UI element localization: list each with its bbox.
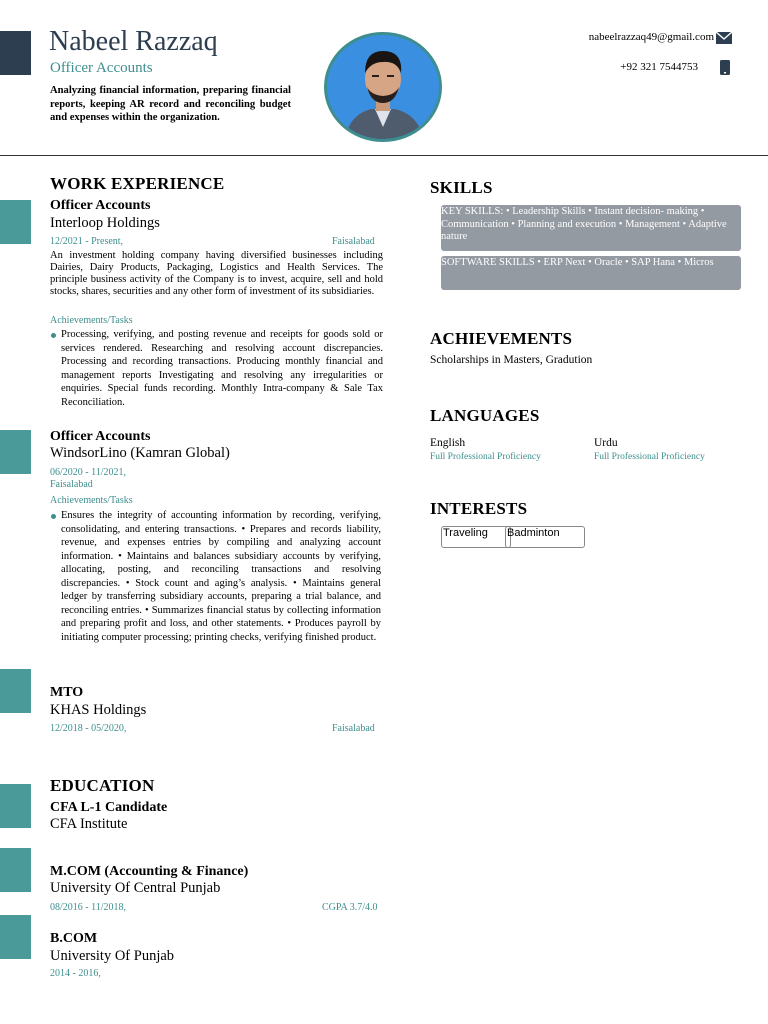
language-name: Urdu: [594, 437, 618, 449]
education-accent-block: [0, 848, 31, 892]
job-accent-block: [0, 200, 31, 244]
job-tasks: Processing, verifying, and posting revenue and receipts for goods sold or services rendered. Researching and resolving account discrepancies. Processing and recording transactions. Producing monthly financial and management reports Investigating and resolving any irregularities or enquiries. Special funds recording. Monthly Intra-company & Sale Tax Reconciliation.: [61, 329, 383, 408]
mobile-phone-icon: [720, 60, 730, 75]
job-title: Officer Accounts: [50, 429, 151, 444]
education-dates: 2014 - 2016,: [50, 968, 101, 979]
interests-heading: INTERESTS: [430, 499, 528, 518]
interest-tag: Badminton: [505, 526, 585, 548]
language-level: Full Professional Proficiency: [594, 452, 705, 462]
profile-summary: Analyzing financial information, preparing financial reports, keeping AR record and reconciling budget and expenses within the organization.: [50, 85, 291, 123]
skills-heading: SKILLS: [430, 178, 493, 197]
work-experience-heading: WORK EXPERIENCE: [50, 174, 225, 193]
contact-phone[interactable]: +92 321 7544753: [620, 61, 698, 73]
education-school: University Of Central Punjab: [50, 880, 221, 896]
interest-tag: Traveling: [441, 526, 511, 548]
key-skills-text: KEY SKILLS: • Leadership Skills • Instant decision- making • Communication • Planning and execution • Management • Adaptive nature: [441, 206, 727, 242]
job-company: WindsorLino (Kamran Global): [50, 445, 230, 461]
education-accent-block: [0, 784, 31, 828]
header-divider: [0, 155, 768, 156]
education-school: University Of Punjab: [50, 948, 175, 964]
job-dates: 06/2020 - 11/2021,: [50, 467, 127, 478]
job-dates: 12/2021 - Present,: [50, 236, 124, 247]
header-accent-block: [0, 31, 31, 75]
education-dates: 08/2016 - 11/2018,: [50, 902, 127, 913]
education-degree: B.COM: [50, 931, 98, 946]
tasks-label: Achievements/Tasks: [50, 315, 133, 326]
job-tasks: Ensures the integrity of accounting information by recording, verifying, consolidating, and entering transactions. • Prepares and records liability, revenue, and expenses entries by compiling and analyzing account information. • Maintains and balances subsidiary accounts by verifying, allocating, posting, and reconciling transactions and resolving discrepancies. • Stock count and aging’s analysis. • Maintains general ledger by transferring subsidiary accounts, preparing a trial balance, and reconciling entries. • Summarizes financial status by collecting information and preparing profit and loss, and other statements. • Produces payroll by initiating computer processing; printing checks, verifying finished product.: [61, 510, 381, 643]
languages-heading: LANGUAGES: [430, 406, 540, 425]
job-location: Faisalabad: [332, 723, 375, 734]
bullet-dot: [51, 333, 56, 338]
education-heading: EDUCATION: [50, 776, 155, 795]
job-company: KHAS Holdings: [50, 702, 147, 718]
education-degree: CFA L-1 Candidate: [50, 800, 168, 815]
education-school: CFA Institute: [50, 816, 128, 832]
language-level: Full Professional Proficiency: [430, 452, 541, 462]
language-name: English: [430, 437, 466, 449]
candidate-name: Nabeel Razzaq: [49, 26, 218, 57]
job-company: Interloop Holdings: [50, 215, 160, 231]
envelope-icon: [716, 31, 732, 43]
key-skills-box: [441, 205, 741, 251]
education-accent-block: [0, 915, 31, 959]
bullet-dot: [51, 514, 56, 519]
job-dates: 12/2018 - 05/2020,: [50, 723, 127, 734]
job-title: MTO: [50, 685, 84, 700]
achievements-heading: ACHIEVEMENTS: [430, 329, 573, 348]
job-accent-block: [0, 669, 31, 713]
tasks-label: Achievements/Tasks: [50, 495, 133, 506]
person-portrait-icon: [327, 35, 439, 139]
contact-email[interactable]: nabeelrazzaq49@gmail.com: [588, 31, 714, 43]
education-degree: M.COM (Accounting & Finance): [50, 864, 249, 879]
job-description: An investment holding company having diversified businesses including Dairies, Dairy Products, Packaging, Logistics and Health Services. The principle business activity of the Company is to invest, acquire, sell and hold stocks, shares, securities and any other form of investment of its subsidiaries.: [50, 250, 383, 297]
software-skills-text: SOFTWARE SKILLS • ERP Next • Oracle • SAP Hana • Micros: [441, 257, 714, 268]
software-skills-box: [441, 256, 741, 290]
job-location: Faisalabad: [332, 236, 375, 247]
achievements-text: Scholarships in Masters, Gradution: [430, 354, 593, 366]
candidate-role: Officer Accounts: [50, 60, 153, 76]
education-grade: CGPA 3.7/4.0: [322, 902, 378, 913]
job-location: Faisalabad: [50, 479, 93, 490]
job-accent-block: [0, 430, 31, 474]
profile-photo: [324, 32, 442, 142]
job-title: Officer Accounts: [50, 198, 151, 213]
